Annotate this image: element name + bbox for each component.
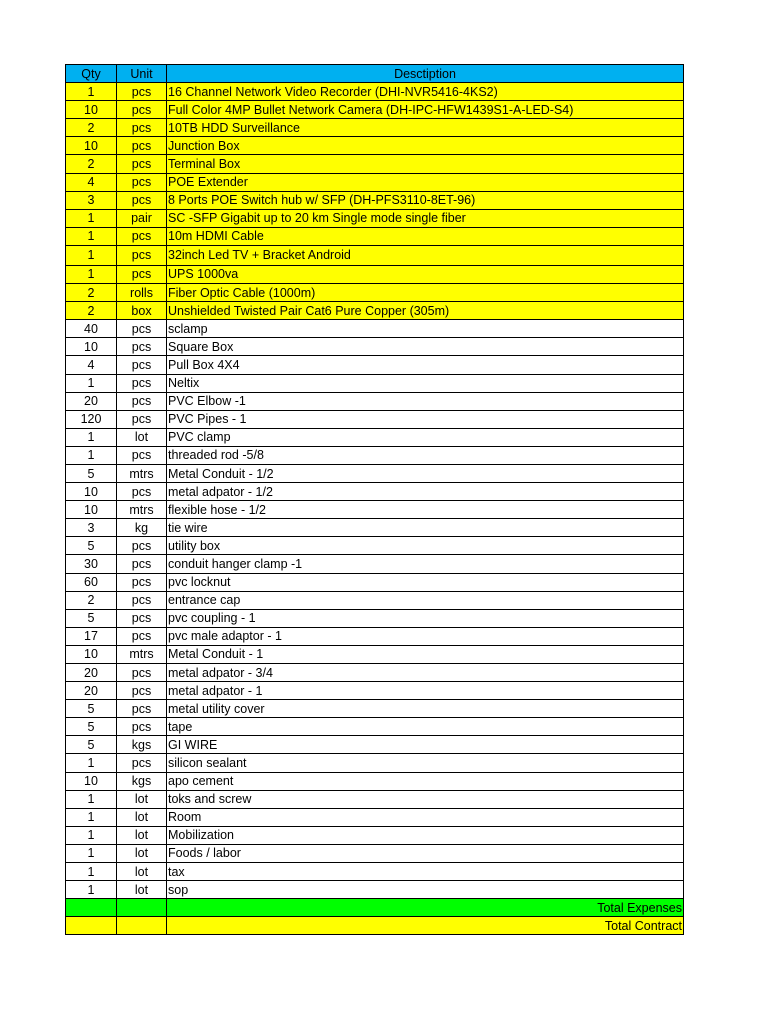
- qty-cell: 10: [66, 772, 117, 790]
- qty-cell: 10: [66, 137, 117, 155]
- qty-cell: 2: [66, 284, 117, 302]
- description-cell: metal adpator - 1: [167, 682, 684, 700]
- description-cell: Square Box: [167, 338, 684, 356]
- description-column-header: Desctiption: [167, 65, 684, 83]
- description-cell: utility box: [167, 537, 684, 555]
- unit-cell: pcs: [117, 338, 167, 356]
- table-row: [66, 83, 684, 101]
- table-row: [66, 173, 684, 191]
- description-cell: Junction Box: [167, 137, 684, 155]
- unit-cell: kgs: [117, 772, 167, 790]
- table-row: [66, 718, 684, 736]
- unit-cell: lot: [117, 808, 167, 826]
- description-cell: Terminal Box: [167, 155, 684, 173]
- items-body: [66, 83, 684, 899]
- qty-cell: 10: [66, 501, 117, 519]
- qty-cell: 1: [66, 265, 117, 283]
- table-row: [66, 863, 684, 881]
- description-cell: tax: [167, 863, 684, 881]
- unit-cell: pcs: [117, 627, 167, 645]
- table-row: [66, 519, 684, 537]
- table-row: [66, 501, 684, 519]
- qty-cell: 10: [66, 338, 117, 356]
- table-row: [66, 881, 684, 899]
- description-cell: metal utility cover: [167, 700, 684, 718]
- table-row: [66, 682, 684, 700]
- unit-cell: lot: [117, 790, 167, 808]
- unit-cell: pcs: [117, 155, 167, 173]
- qty-cell: 1: [66, 374, 117, 392]
- unit-cell: pcs: [117, 137, 167, 155]
- unit-cell: lot: [117, 428, 167, 446]
- description-cell: conduit hanger clamp -1: [167, 555, 684, 573]
- total-contract-label: Total Contract: [167, 917, 684, 935]
- qty-cell: 2: [66, 591, 117, 609]
- description-cell: entrance cap: [167, 591, 684, 609]
- description-cell: POE Extender: [167, 173, 684, 191]
- description-cell: Metal Conduit - 1: [167, 645, 684, 663]
- table-row: [66, 790, 684, 808]
- qty-cell: 1: [66, 754, 117, 772]
- description-cell: GI WIRE: [167, 736, 684, 754]
- unit-cell: pcs: [117, 245, 167, 265]
- unit-cell: pcs: [117, 718, 167, 736]
- table-row: [66, 609, 684, 627]
- total-contract-unit-cell: [117, 917, 167, 935]
- description-cell: tape: [167, 718, 684, 736]
- description-cell: Mobilization: [167, 826, 684, 844]
- qty-cell: 20: [66, 392, 117, 410]
- description-cell: pvc male adaptor - 1: [167, 627, 684, 645]
- qty-cell: 3: [66, 191, 117, 209]
- description-cell: metal adpator - 1/2: [167, 483, 684, 501]
- description-cell: pvc coupling - 1: [167, 609, 684, 627]
- total-contract-qty-cell: [66, 917, 117, 935]
- unit-cell: lot: [117, 826, 167, 844]
- description-cell: SC -SFP Gigabit up to 20 km Single mode single fiber: [167, 209, 684, 227]
- unit-cell: pcs: [117, 682, 167, 700]
- total-expenses-label: Total Expenses: [167, 899, 684, 917]
- qty-cell: 1: [66, 428, 117, 446]
- unit-cell: pcs: [117, 374, 167, 392]
- table-row: [66, 191, 684, 209]
- table-row: [66, 772, 684, 790]
- table-row: [66, 155, 684, 173]
- unit-cell: kgs: [117, 736, 167, 754]
- qty-cell: 60: [66, 573, 117, 591]
- unit-column-header: Unit: [117, 65, 167, 83]
- qty-cell: 1: [66, 826, 117, 844]
- table-row: [66, 302, 684, 320]
- qty-cell: 10: [66, 645, 117, 663]
- description-cell: Unshielded Twisted Pair Cat6 Pure Copper (305m): [167, 302, 684, 320]
- qty-cell: 10: [66, 101, 117, 119]
- qty-cell: 4: [66, 356, 117, 374]
- qty-column-header: Qty: [66, 65, 117, 83]
- unit-cell: pcs: [117, 320, 167, 338]
- unit-cell: pcs: [117, 555, 167, 573]
- qty-cell: 2: [66, 155, 117, 173]
- unit-cell: pcs: [117, 591, 167, 609]
- description-cell: Room: [167, 808, 684, 826]
- description-cell: Fiber Optic Cable (1000m): [167, 284, 684, 302]
- unit-cell: pcs: [117, 392, 167, 410]
- unit-cell: pcs: [117, 119, 167, 137]
- table-row: [66, 844, 684, 862]
- unit-cell: pair: [117, 209, 167, 227]
- description-cell: Foods / labor: [167, 844, 684, 862]
- table-row: [66, 645, 684, 663]
- qty-cell: 40: [66, 320, 117, 338]
- unit-cell: mtrs: [117, 501, 167, 519]
- qty-cell: 1: [66, 844, 117, 862]
- unit-cell: mtrs: [117, 464, 167, 482]
- description-cell: Metal Conduit - 1/2: [167, 464, 684, 482]
- description-cell: PVC clamp: [167, 428, 684, 446]
- description-cell: flexible hose - 1/2: [167, 501, 684, 519]
- table-row: [66, 464, 684, 482]
- table-row: [66, 410, 684, 428]
- qty-cell: 1: [66, 808, 117, 826]
- table-row: [66, 591, 684, 609]
- description-cell: 16 Channel Network Video Recorder (DHI-NVR5416-4KS2): [167, 83, 684, 101]
- description-cell: 10m HDMI Cable: [167, 227, 684, 245]
- qty-cell: 1: [66, 245, 117, 265]
- description-cell: tie wire: [167, 519, 684, 537]
- unit-cell: pcs: [117, 609, 167, 627]
- qty-cell: 17: [66, 627, 117, 645]
- qty-cell: 1: [66, 446, 117, 464]
- qty-cell: 120: [66, 410, 117, 428]
- description-cell: 32inch Led TV + Bracket Android: [167, 245, 684, 265]
- qty-cell: 1: [66, 881, 117, 899]
- table-row: [66, 356, 684, 374]
- table-row: [66, 227, 684, 245]
- unit-cell: pcs: [117, 700, 167, 718]
- unit-cell: pcs: [117, 227, 167, 245]
- description-cell: Full Color 4MP Bullet Network Camera (DH-IPC-HFW1439S1-A-LED-S4): [167, 101, 684, 119]
- unit-cell: pcs: [117, 356, 167, 374]
- description-cell: PVC Pipes - 1: [167, 410, 684, 428]
- table-row: [66, 700, 684, 718]
- description-cell: sop: [167, 881, 684, 899]
- table-row: [66, 736, 684, 754]
- qty-cell: 1: [66, 790, 117, 808]
- unit-cell: pcs: [117, 537, 167, 555]
- qty-cell: 1: [66, 209, 117, 227]
- table-row: [66, 338, 684, 356]
- unit-cell: pcs: [117, 573, 167, 591]
- description-cell: Pull Box 4X4: [167, 356, 684, 374]
- total-expenses-unit-cell: [117, 899, 167, 917]
- description-cell: sclamp: [167, 320, 684, 338]
- qty-cell: 2: [66, 302, 117, 320]
- qty-cell: 5: [66, 537, 117, 555]
- table-row: [66, 101, 684, 119]
- description-cell: metal adpator - 3/4: [167, 664, 684, 682]
- table-row: [66, 374, 684, 392]
- unit-cell: lot: [117, 863, 167, 881]
- table-row: [66, 627, 684, 645]
- qty-cell: 20: [66, 682, 117, 700]
- qty-cell: 4: [66, 173, 117, 191]
- qty-cell: 10: [66, 483, 117, 501]
- unit-cell: pcs: [117, 191, 167, 209]
- table-row: [66, 754, 684, 772]
- qty-cell: 1: [66, 227, 117, 245]
- table-row: [66, 245, 684, 265]
- unit-cell: kg: [117, 519, 167, 537]
- unit-cell: pcs: [117, 101, 167, 119]
- unit-cell: pcs: [117, 265, 167, 283]
- description-cell: threaded rod -5/8: [167, 446, 684, 464]
- unit-cell: pcs: [117, 173, 167, 191]
- unit-cell: lot: [117, 844, 167, 862]
- table-row: [66, 808, 684, 826]
- description-cell: PVC Elbow -1: [167, 392, 684, 410]
- table-row: [66, 284, 684, 302]
- table-row: [66, 573, 684, 591]
- qty-cell: 5: [66, 464, 117, 482]
- unit-cell: pcs: [117, 410, 167, 428]
- qty-cell: 1: [66, 863, 117, 881]
- table-row: [66, 664, 684, 682]
- description-cell: 10TB HDD Surveillance: [167, 119, 684, 137]
- table-row: [66, 392, 684, 410]
- unit-cell: box: [117, 302, 167, 320]
- qty-cell: 5: [66, 736, 117, 754]
- materials-table: [65, 64, 684, 935]
- table-row: [66, 320, 684, 338]
- description-cell: toks and screw: [167, 790, 684, 808]
- qty-cell: 5: [66, 700, 117, 718]
- unit-cell: mtrs: [117, 645, 167, 663]
- unit-cell: pcs: [117, 446, 167, 464]
- qty-cell: 5: [66, 609, 117, 627]
- table-row: [66, 209, 684, 227]
- unit-cell: lot: [117, 881, 167, 899]
- qty-cell: 3: [66, 519, 117, 537]
- total-expenses-row: [66, 899, 684, 917]
- unit-cell: rolls: [117, 284, 167, 302]
- table-row: [66, 446, 684, 464]
- total-contract-row: [66, 917, 684, 935]
- table-row: [66, 265, 684, 283]
- table-row: [66, 537, 684, 555]
- table-row: [66, 826, 684, 844]
- qty-cell: 5: [66, 718, 117, 736]
- description-cell: apo cement: [167, 772, 684, 790]
- unit-cell: pcs: [117, 483, 167, 501]
- header-row: [66, 65, 684, 83]
- table-row: [66, 428, 684, 446]
- table-row: [66, 555, 684, 573]
- table-row: [66, 119, 684, 137]
- unit-cell: pcs: [117, 83, 167, 101]
- qty-cell: 2: [66, 119, 117, 137]
- qty-cell: 20: [66, 664, 117, 682]
- qty-cell: 30: [66, 555, 117, 573]
- unit-cell: pcs: [117, 754, 167, 772]
- description-cell: Neltix: [167, 374, 684, 392]
- description-cell: UPS 1000va: [167, 265, 684, 283]
- qty-cell: 1: [66, 83, 117, 101]
- table-row: [66, 137, 684, 155]
- description-cell: pvc locknut: [167, 573, 684, 591]
- description-cell: 8 Ports POE Switch hub w/ SFP (DH-PFS3110-8ET-96): [167, 191, 684, 209]
- unit-cell: pcs: [117, 664, 167, 682]
- table-row: [66, 483, 684, 501]
- description-cell: silicon sealant: [167, 754, 684, 772]
- total-expenses-qty-cell: [66, 899, 117, 917]
